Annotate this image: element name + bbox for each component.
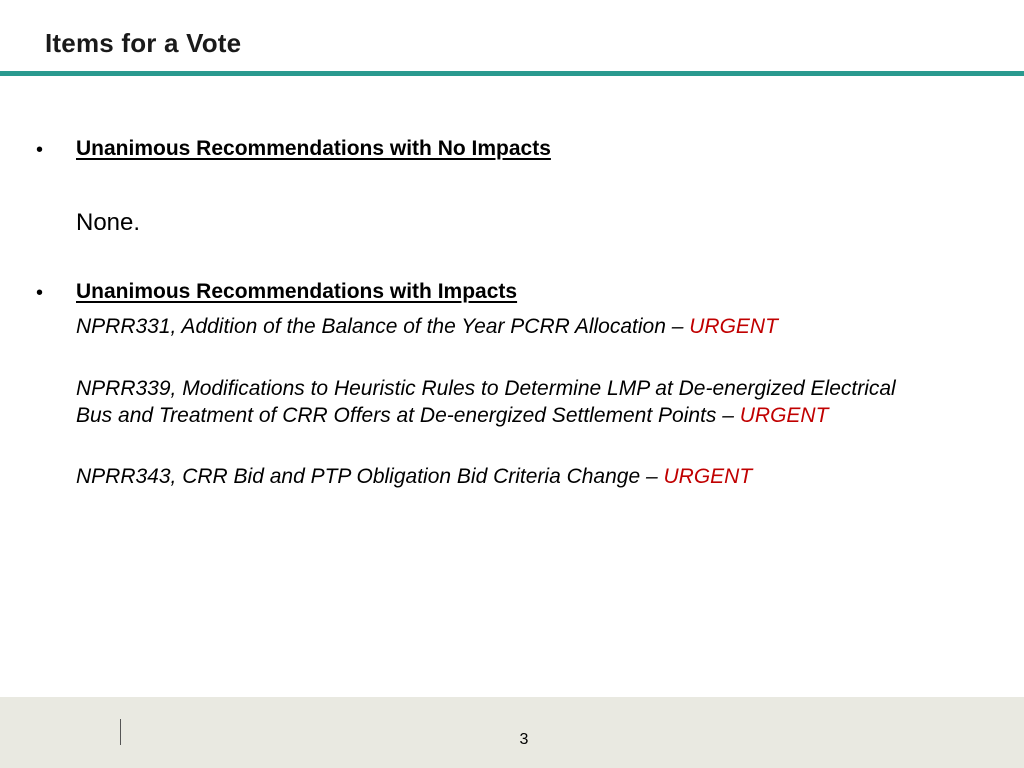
section-body-none: None. [76, 209, 141, 236]
item-text: NPRR339, Modifications to Heuristic Rules to Determine LMP at De-energized Electrical Bus and Treatment of CRR Offers at De-energized Settlement Points – [76, 377, 896, 427]
bullet-marker: • [36, 139, 44, 161]
urgent-label: URGENT [663, 465, 753, 488]
urgent-label: URGENT [689, 315, 778, 338]
bullet-marker: • [36, 282, 44, 304]
slide-title: Items for a Vote [45, 28, 242, 58]
page-number: 3 [519, 731, 529, 748]
footer-divider [120, 719, 121, 745]
list-item-nprr339 [76, 375, 906, 429]
title-rule [0, 71, 1024, 76]
urgent-label: URGENT [739, 404, 829, 427]
item-text: NPRR331, Addition of the Balance of the Year PCRR Allocation – [76, 315, 690, 338]
list-item-nprr343 [76, 463, 906, 490]
item-text: NPRR343, CRR Bid and PTP Obligation Bid Criteria Change – [76, 465, 664, 488]
list-item-nprr331 [76, 313, 906, 340]
slide-footer [0, 697, 1024, 768]
section-heading-no-impacts: Unanimous Recommendations with No Impacts [76, 137, 551, 160]
section-heading-with-impacts: Unanimous Recommendations with Impacts [76, 280, 518, 303]
